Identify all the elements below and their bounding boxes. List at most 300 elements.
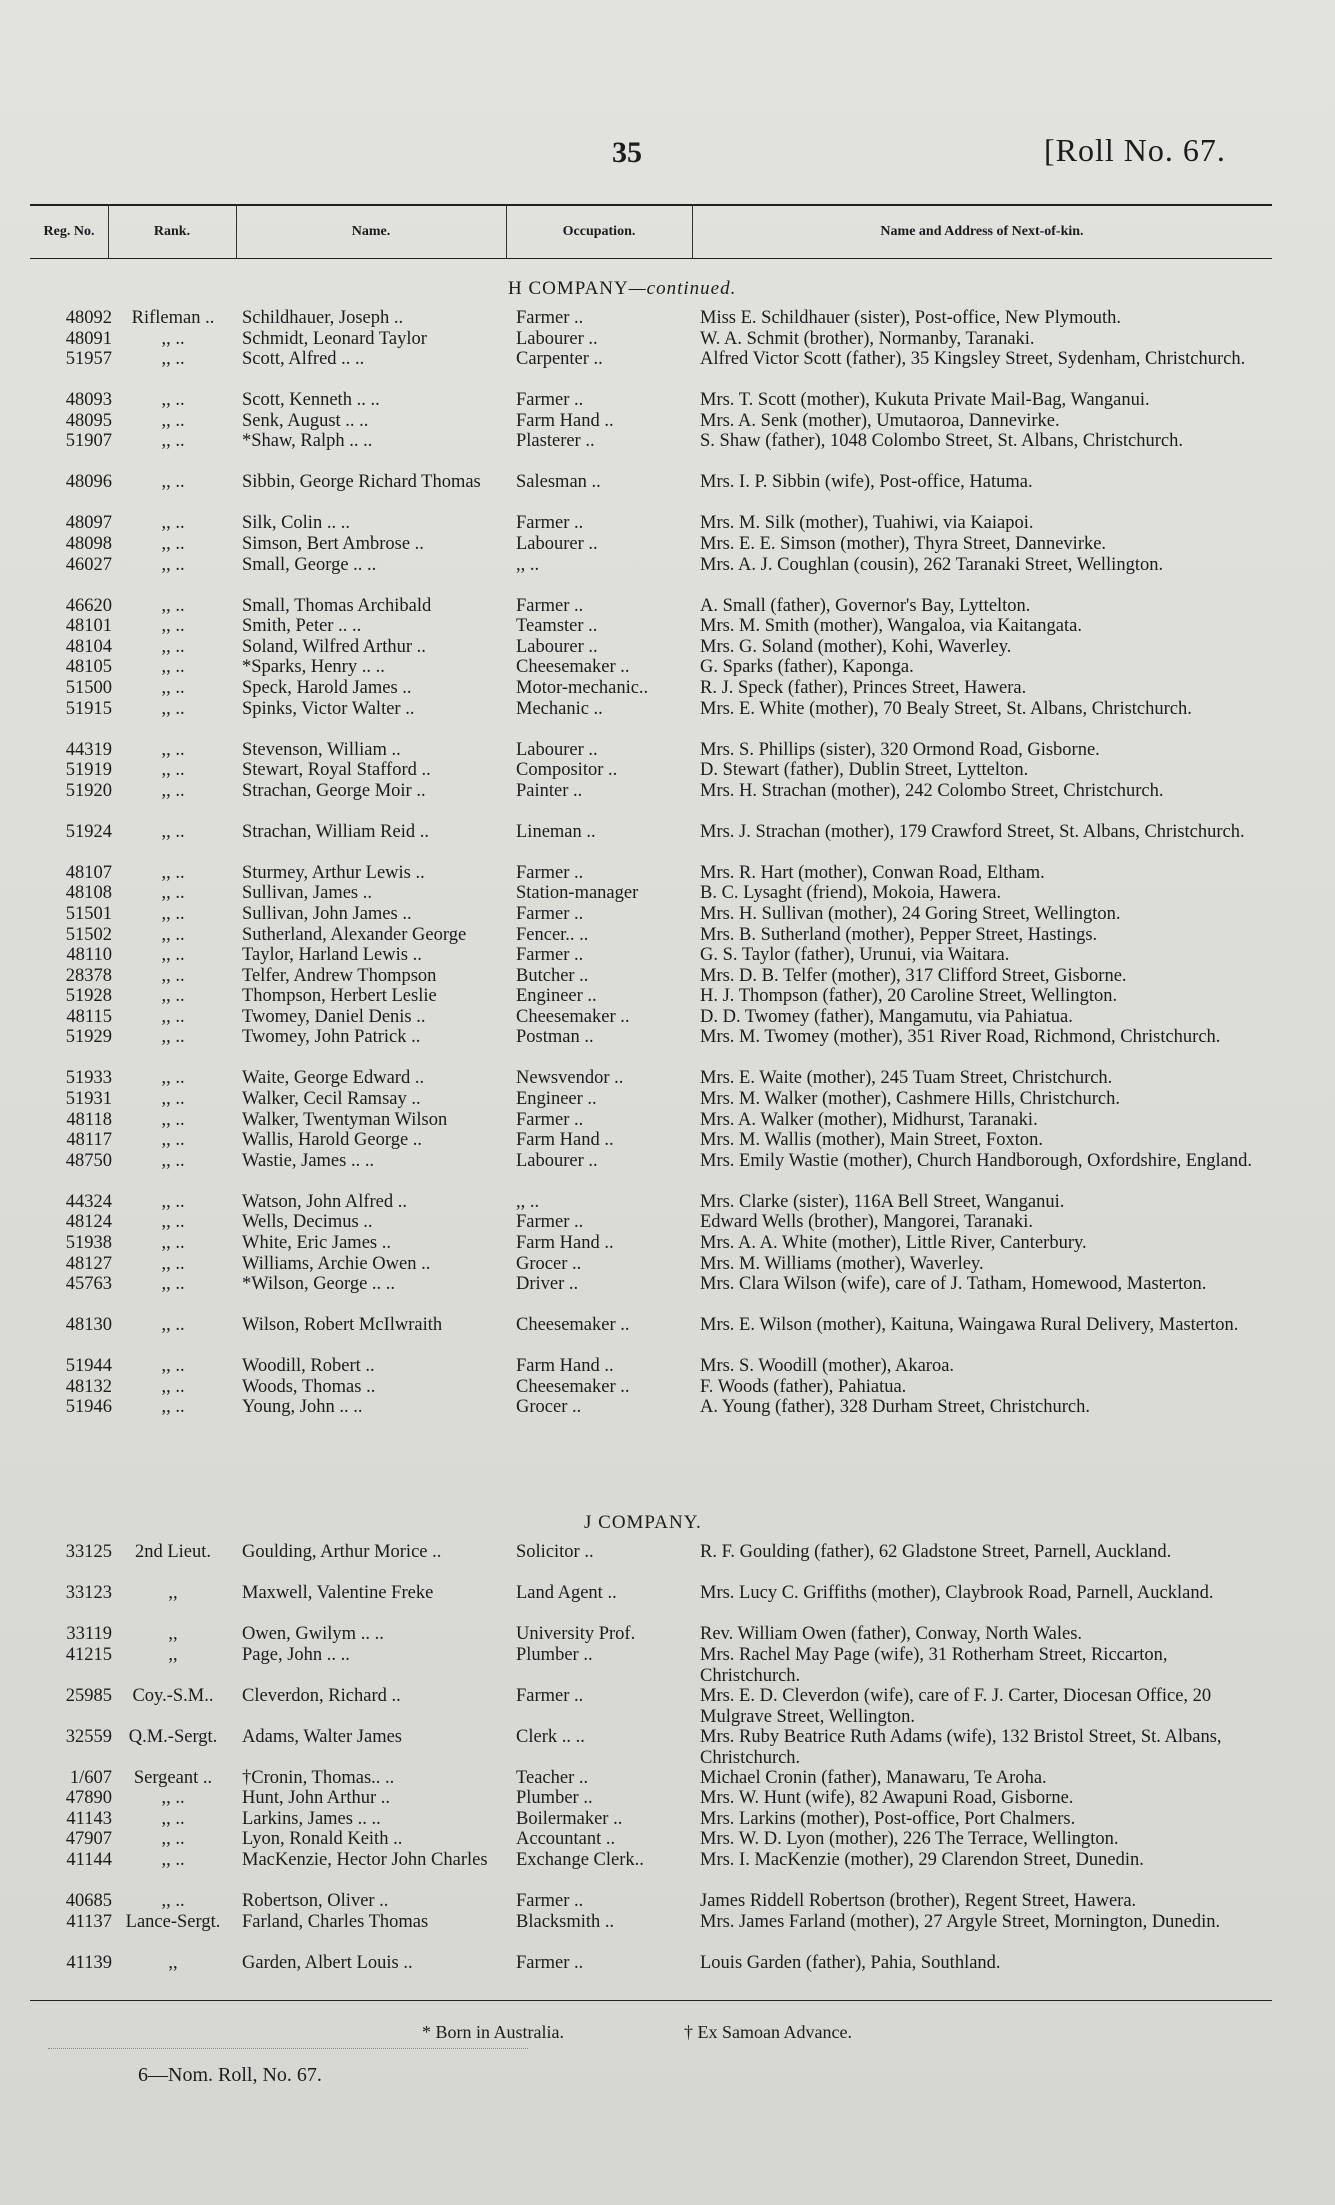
cell-name: Taylor, Harland Lewis ..	[242, 945, 422, 966]
cell-reg-number: 51500	[65, 677, 112, 698]
cell-occupation: Teacher ..	[516, 1767, 589, 1788]
cell-rank: ,, ..	[161, 513, 185, 534]
cell-occupation: Farmer ..	[516, 862, 584, 883]
cell-occupation: Farm Hand ..	[516, 1233, 614, 1254]
cell-rank: ,, ..	[161, 677, 185, 698]
cell-next-of-kin: Mrs. G. Soland (mother), Kohi, Waverley.	[700, 636, 1012, 657]
column-header-occupation: Occupation.	[562, 224, 636, 239]
cell-rank: ,, ..	[161, 780, 185, 801]
cell-next-of-kin: Mrs. Emily Wastie (mother), Church Handborough, Oxfordshire, England.	[700, 1150, 1253, 1171]
cell-reg-number: 41137	[66, 1911, 112, 1932]
cell-next-of-kin: A. Small (father), Governor's Bay, Lyttelton.	[700, 595, 1031, 616]
cell-occupation: Farmer ..	[516, 945, 584, 966]
cell-rank: ,,	[168, 1952, 178, 1973]
table-row	[0, 1891, 1335, 1912]
table-row	[0, 1912, 1335, 1953]
page-number: 35	[612, 136, 642, 169]
cell-rank: ,, ..	[161, 1397, 185, 1418]
cell-occupation: Postman ..	[516, 1027, 594, 1048]
cell-next-of-kin: Michael Cronin (father), Manawaru, Te Aroha.	[700, 1767, 1047, 1788]
cell-occupation: Cheesemaker ..	[516, 1006, 630, 1027]
table-row	[0, 349, 1335, 390]
cell-occupation: Painter ..	[516, 780, 583, 801]
cell-name: Sibbin, George Richard Thomas	[242, 472, 481, 493]
cell-name: *Sparks, Henry .. ..	[242, 657, 385, 678]
cell-reg-number: 46620	[65, 595, 112, 616]
table-row	[0, 699, 1335, 740]
cell-rank: ,, ..	[161, 533, 185, 554]
cell-next-of-kin: Mrs. M. Williams (mother), Waverley.	[700, 1253, 984, 1274]
table-row	[0, 1686, 1335, 1727]
table-row	[0, 1068, 1335, 1089]
cell-name: Senk, August .. ..	[242, 410, 369, 431]
cell-reg-number: 33119	[66, 1624, 112, 1644]
section-title-j-company: J COMPANY.	[584, 1512, 702, 1533]
cell-name: Williams, Archie Owen ..	[242, 1253, 431, 1274]
cell-rank: ,, ..	[161, 636, 185, 657]
cell-rank: ,, ..	[161, 616, 185, 637]
column-header-next-of-kin: Name and Address of Next-of-kin.	[880, 224, 1084, 239]
cell-occupation: Engineer ..	[516, 1089, 597, 1110]
cell-next-of-kin: Mrs. A. Senk (mother), Umutaoroa, Dannevirke.	[700, 410, 1060, 431]
cell-rank: ,, ..	[161, 965, 185, 986]
table-row	[0, 1953, 1335, 1974]
table-row	[0, 1192, 1335, 1213]
cell-occupation: Cheesemaker ..	[516, 1376, 630, 1397]
table-row	[0, 390, 1335, 411]
cell-occupation: Station-manager	[516, 883, 639, 904]
cell-next-of-kin: Mrs. I. P. Sibbin (wife), Post-office, Hatuma.	[700, 472, 1033, 493]
cell-occupation: Blacksmith ..	[516, 1911, 615, 1932]
cell-occupation: Newsvendor ..	[516, 1068, 624, 1089]
table-row	[0, 534, 1335, 555]
cell-rank: ,, ..	[161, 760, 185, 781]
cell-name: Watson, John Alfred ..	[242, 1191, 407, 1212]
cell-rank: ,, ..	[161, 903, 185, 924]
cell-occupation: Labourer ..	[516, 1150, 598, 1171]
cell-name: Sullivan, James ..	[242, 883, 373, 904]
cell-reg-number: 51907	[65, 431, 112, 452]
cell-occupation: Labourer ..	[516, 636, 598, 657]
table-row	[0, 740, 1335, 761]
table-row	[0, 329, 1335, 350]
cell-occupation: Farmer ..	[516, 595, 584, 616]
cell-next-of-kin: Mrs. Rachel May Page (wife), 31 Rotherham Street, Riccarton, Christchurch.	[700, 1644, 1168, 1686]
cell-rank: ,, ..	[161, 862, 185, 883]
cell-next-of-kin: Mrs. W. Hunt (wife), 82 Awapuni Road, Gisborne.	[700, 1788, 1074, 1809]
cell-rank: ,, ..	[161, 1006, 185, 1027]
table-row	[0, 1397, 1335, 1418]
cell-next-of-kin: Mrs. Lucy C. Griffiths (mother), Claybrook Road, Parnell, Auckland.	[700, 1583, 1214, 1603]
cell-occupation: Driver ..	[516, 1274, 579, 1295]
cell-occupation: Farm Hand ..	[516, 1130, 614, 1151]
cell-reg-number: 33125	[65, 1542, 112, 1562]
j-company-table	[0, 1542, 1335, 1973]
cell-occupation: Farmer ..	[516, 513, 584, 534]
cell-rank: ,, ..	[161, 1376, 185, 1397]
cell-name: Twomey, Daniel Denis ..	[242, 1006, 426, 1027]
cell-rank: ,, ..	[161, 1808, 185, 1829]
cell-rank: ,, ..	[161, 1130, 185, 1151]
cell-name: Larkins, James .. ..	[242, 1808, 381, 1829]
cell-next-of-kin: D. Stewart (father), Dublin Street, Lyttelton.	[700, 760, 1029, 781]
cell-occupation: Farmer ..	[516, 1890, 584, 1911]
table-row	[0, 1274, 1335, 1315]
table-row	[0, 1727, 1335, 1768]
cell-reg-number: 25985	[65, 1685, 112, 1706]
cell-occupation: Butcher ..	[516, 965, 589, 986]
cell-reg-number: 48098	[65, 533, 112, 554]
cell-rank: Q.M.-Sergt.	[128, 1726, 218, 1747]
cell-occupation: ,, ..	[516, 1191, 540, 1212]
cell-name: Schildhauer, Joseph ..	[242, 308, 404, 328]
column-header-rank: Rank.	[153, 224, 191, 239]
cell-name: Woodill, Robert ..	[242, 1356, 375, 1377]
table-row	[0, 308, 1335, 329]
table-row	[0, 1583, 1335, 1624]
cell-occupation: Salesman ..	[516, 472, 601, 493]
cell-occupation: Carpenter ..	[516, 349, 603, 370]
cell-reg-number: 51928	[65, 986, 112, 1007]
cell-occupation: Farm Hand ..	[516, 1356, 614, 1377]
cell-rank: ,, ..	[161, 1788, 185, 1809]
cell-reg-number: 48117	[66, 1130, 112, 1151]
cell-reg-number: 48750	[65, 1150, 112, 1171]
table-row	[0, 904, 1335, 925]
table-row	[0, 1212, 1335, 1233]
cell-reg-number: 33123	[65, 1583, 112, 1603]
cell-next-of-kin: Mrs. Ruby Beatrice Ruth Adams (wife), 132 Bristol Street, St. Albans, Christchurch.	[700, 1726, 1222, 1768]
table-row	[0, 657, 1335, 678]
cell-rank: ,, ..	[161, 1274, 185, 1295]
cell-reg-number: 41143	[66, 1808, 112, 1829]
cell-name: Woods, Thomas ..	[242, 1376, 376, 1397]
section-title-h-company: H COMPANY—continued.	[508, 278, 737, 299]
nom-roll-footer: 6—Nom. Roll, No. 67.	[138, 2064, 322, 2086]
cell-name: Goulding, Arthur Morice ..	[242, 1542, 442, 1562]
table-row	[0, 472, 1335, 513]
footnote-born-australia: * Born in Australia.	[422, 2022, 564, 2042]
cell-occupation: Farmer ..	[516, 1952, 584, 1973]
cell-next-of-kin: Alfred Victor Scott (father), 35 Kingsley Street, Sydenham, Christchurch.	[700, 349, 1246, 370]
cell-name: Silk, Colin .. ..	[242, 513, 350, 534]
cell-reg-number: 51920	[65, 780, 112, 801]
cell-name: Stevenson, William ..	[242, 739, 401, 760]
cell-next-of-kin: Mrs. J. Strachan (mother), 179 Crawford Street, St. Albans, Christchurch.	[700, 821, 1245, 842]
cell-rank: ,, ..	[161, 595, 185, 616]
cell-next-of-kin: Louis Garden (father), Pahia, Southland.	[700, 1952, 1001, 1973]
cell-name: Page, John .. ..	[242, 1644, 350, 1665]
cell-rank: ,, ..	[161, 986, 185, 1007]
cell-reg-number: 48105	[65, 657, 112, 678]
cell-next-of-kin: F. Woods (father), Pahiatua.	[700, 1376, 907, 1397]
cell-rank: ,, ..	[161, 1191, 185, 1212]
cell-reg-number: 47890	[65, 1788, 112, 1809]
table-row	[0, 1110, 1335, 1131]
cell-rank: ,, ..	[161, 821, 185, 842]
cell-next-of-kin: R. F. Goulding (father), 62 Gladstone Street, Parnell, Auckland.	[700, 1542, 1172, 1562]
cell-reg-number: 48096	[65, 472, 112, 493]
table-row	[0, 822, 1335, 863]
cell-occupation: Clerk .. ..	[516, 1726, 585, 1747]
cell-next-of-kin: H. J. Thompson (father), 20 Caroline Street, Wellington.	[700, 986, 1118, 1007]
roll-heading: [Roll No. 67.	[1044, 132, 1226, 168]
cell-rank: ,, ..	[161, 1315, 185, 1336]
cell-rank: ,, ..	[161, 739, 185, 760]
table-row	[0, 781, 1335, 822]
cell-rank: ,, ..	[161, 1253, 185, 1274]
table-row	[0, 1151, 1335, 1192]
table-row	[0, 1007, 1335, 1028]
cell-occupation: Lineman ..	[516, 821, 596, 842]
cell-reg-number: 48091	[65, 328, 112, 349]
cell-name: Young, John .. ..	[242, 1397, 363, 1418]
cell-name: White, Eric James ..	[242, 1233, 391, 1254]
cell-reg-number: 48130	[65, 1315, 112, 1336]
cell-next-of-kin: Mrs. M. Silk (mother), Tuahiwi, via Kaiapoi.	[700, 513, 1034, 534]
table-row	[0, 411, 1335, 432]
cell-next-of-kin: Mrs. E. D. Cleverdon (wife), care of F. J. Carter, Diocesan Office, 20 Mulgrave Street, Wellington.	[700, 1685, 1212, 1727]
cell-rank: ,,	[168, 1583, 178, 1603]
cell-next-of-kin: Mrs. M. Twomey (mother), 351 River Road, Richmond, Christchurch.	[700, 1027, 1221, 1048]
cell-reg-number: 44319	[65, 739, 112, 760]
cell-occupation: Farm Hand ..	[516, 410, 614, 431]
cell-name: Sullivan, John James ..	[242, 903, 412, 924]
cell-name: Schmidt, Leonard Taylor	[242, 328, 427, 349]
cell-name: Walker, Twentyman Wilson	[242, 1109, 448, 1130]
cell-rank: ,, ..	[161, 1027, 185, 1048]
table-bottom-rule	[30, 2000, 1272, 2001]
table-row	[0, 596, 1335, 617]
cell-rank: ,, ..	[161, 1890, 185, 1911]
cell-reg-number: 48092	[65, 308, 112, 328]
cell-rank: ,, ..	[161, 328, 185, 349]
cell-occupation: Compositor ..	[516, 760, 618, 781]
cell-name: Waite, George Edward ..	[242, 1068, 425, 1089]
cell-name: Twomey, John Patrick ..	[242, 1027, 421, 1048]
cell-next-of-kin: Mrs. E. Wilson (mother), Kaituna, Waingawa Rural Delivery, Masterton.	[700, 1315, 1239, 1336]
table-row	[0, 966, 1335, 987]
cell-occupation: ,, ..	[516, 554, 540, 575]
cell-reg-number: 51944	[65, 1356, 112, 1377]
cell-name: Garden, Albert Louis ..	[242, 1952, 413, 1973]
cell-next-of-kin: Mrs. S. Woodill (mother), Akaroa.	[700, 1356, 955, 1377]
table-row	[0, 863, 1335, 884]
cell-occupation: Engineer ..	[516, 986, 597, 1007]
cell-next-of-kin: Mrs. Larkins (mother), Post-office, Port Chalmers.	[700, 1808, 1076, 1829]
cell-occupation: Teamster ..	[516, 616, 598, 637]
table-row	[0, 1027, 1335, 1068]
cell-name: †Cronin, Thomas.. ..	[242, 1767, 395, 1788]
cell-rank: Sergeant ..	[133, 1767, 213, 1788]
cell-reg-number: 48101	[65, 616, 112, 637]
cell-rank: ,, ..	[161, 657, 185, 678]
table-row	[0, 1809, 1335, 1830]
cell-reg-number: 48118	[66, 1109, 112, 1130]
cell-name: Wilson, Robert McIlwraith	[242, 1315, 443, 1336]
cell-reg-number: 48108	[65, 883, 112, 904]
cell-rank: ,, ..	[161, 883, 185, 904]
cell-name: Strachan, William Reid ..	[242, 821, 429, 842]
cell-reg-number: 48095	[65, 410, 112, 431]
table-row	[0, 1254, 1335, 1275]
cell-reg-number: 51501	[65, 903, 112, 924]
cell-name: *Wilson, George .. ..	[242, 1274, 396, 1295]
cell-rank: ,, ..	[161, 1068, 185, 1089]
cell-occupation: Fencer.. ..	[516, 924, 589, 945]
cell-rank: ,, ..	[161, 1150, 185, 1171]
cell-occupation: Plumber ..	[516, 1644, 593, 1665]
cell-rank: ,, ..	[161, 554, 185, 575]
cell-name: Wastie, James .. ..	[242, 1150, 375, 1171]
cell-occupation: Labourer ..	[516, 328, 598, 349]
cell-next-of-kin: A. Young (father), 328 Durham Street, Christchurch.	[700, 1397, 1090, 1418]
cell-name: Sutherland, Alexander George	[242, 924, 467, 945]
cell-reg-number: 1/607	[69, 1767, 112, 1788]
cell-next-of-kin: Mrs. M. Smith (mother), Wangaloa, via Kaitangata.	[700, 616, 1082, 637]
cell-name: Small, George .. ..	[242, 554, 377, 575]
cell-rank: ,, ..	[161, 410, 185, 431]
cell-rank: ,, ..	[161, 390, 185, 411]
cell-rank: ,, ..	[161, 945, 185, 966]
cell-rank: ,, ..	[161, 1849, 185, 1870]
cell-next-of-kin: Mrs. I. MacKenzie (mother), 29 Clarendon Street, Dunedin.	[700, 1849, 1144, 1870]
cell-reg-number: 48104	[65, 636, 112, 657]
table-row	[0, 637, 1335, 658]
cell-next-of-kin: Mrs. H. Strachan (mother), 242 Colombo Street, Christchurch.	[700, 780, 1164, 801]
table-row	[0, 1624, 1335, 1645]
cell-next-of-kin: Mrs. Clara Wilson (wife), care of J. Tatham, Homewood, Masterton.	[700, 1274, 1207, 1295]
cell-occupation: Motor-mechanic..	[516, 677, 649, 698]
cell-reg-number: 45763	[65, 1274, 112, 1295]
cell-reg-number: 51919	[65, 760, 112, 781]
column-header-reg: Reg. No.	[43, 224, 95, 239]
cell-occupation: Mechanic ..	[516, 698, 603, 719]
cell-name: Scott, Alfred .. ..	[242, 349, 365, 370]
cell-name: Cleverdon, Richard ..	[242, 1685, 401, 1706]
cell-reg-number: 41144	[66, 1849, 112, 1870]
cell-name: Wallis, Harold George ..	[242, 1130, 423, 1151]
cell-occupation: Farmer ..	[516, 1685, 584, 1706]
cell-name: Owen, Gwilym .. ..	[242, 1624, 384, 1644]
column-header-name: Name.	[351, 224, 391, 239]
cell-reg-number: 51938	[65, 1233, 112, 1254]
cell-rank: Rifleman ..	[131, 308, 215, 328]
cell-reg-number: 48132	[65, 1376, 112, 1397]
cell-next-of-kin: Mrs. A. Walker (mother), Midhurst, Taranaki.	[700, 1109, 1038, 1130]
cell-reg-number: 41215	[65, 1644, 112, 1665]
cell-rank: ,, ..	[161, 924, 185, 945]
cell-reg-number: 51915	[65, 698, 112, 719]
cell-occupation: Labourer ..	[516, 739, 598, 760]
cell-name: Simson, Bert Ambrose ..	[242, 533, 424, 554]
cell-next-of-kin: D. D. Twomey (father), Mangamutu, via Pahiatua.	[700, 1006, 1073, 1027]
cell-next-of-kin: Mrs. R. Hart (mother), Conwan Road, Eltham.	[700, 862, 1045, 883]
cell-next-of-kin: G. S. Taylor (father), Urunui, via Waitara.	[700, 945, 1010, 966]
divider	[48, 2048, 528, 2049]
cell-name: Small, Thomas Archibald	[242, 595, 432, 616]
cell-name: Smith, Peter .. ..	[242, 616, 362, 637]
cell-occupation: Land Agent ..	[516, 1583, 617, 1603]
cell-next-of-kin: Edward Wells (brother), Mangorei, Taranaki.	[700, 1212, 1034, 1233]
table-row	[0, 1829, 1335, 1850]
cell-reg-number: 48110	[66, 945, 112, 966]
cell-name: Farland, Charles Thomas	[242, 1911, 429, 1932]
footnote-samoan-advance: † Ex Samoan Advance.	[684, 2022, 852, 2042]
cell-rank: ,,	[168, 1624, 178, 1644]
table-row	[0, 555, 1335, 596]
cell-occupation: University Prof.	[516, 1624, 636, 1644]
cell-rank: ,, ..	[161, 431, 185, 452]
cell-reg-number: 46027	[65, 554, 112, 575]
cell-rank: ,, ..	[161, 1829, 185, 1850]
h-company-table	[0, 308, 1335, 1418]
cell-reg-number: 51929	[65, 1027, 112, 1048]
header-bottom-rule	[30, 258, 1272, 259]
table-row	[0, 760, 1335, 781]
table-row	[0, 1377, 1335, 1398]
table-row	[0, 1788, 1335, 1809]
cell-occupation: Farmer ..	[516, 1212, 584, 1233]
cell-occupation: Grocer ..	[516, 1397, 582, 1418]
cell-occupation: Boilermaker ..	[516, 1808, 623, 1829]
table-row	[0, 1542, 1335, 1583]
table-row	[0, 1356, 1335, 1377]
cell-next-of-kin: Mrs. D. B. Telfer (mother), 317 Clifford Street, Gisborne.	[700, 965, 1127, 986]
cell-rank: ,,	[168, 1644, 178, 1665]
cell-next-of-kin: Mrs. A. J. Coughlan (cousin), 262 Taranaki Street, Wellington.	[700, 554, 1164, 575]
cell-next-of-kin: Mrs. A. A. White (mother), Little River, Canterbury.	[700, 1233, 1087, 1254]
cell-name: Strachan, George Moir ..	[242, 780, 426, 801]
cell-reg-number: 32559	[65, 1726, 112, 1747]
cell-reg-number: 48115	[66, 1006, 112, 1027]
table-row	[0, 925, 1335, 946]
cell-name: Wells, Decimus ..	[242, 1212, 373, 1233]
table-row	[0, 986, 1335, 1007]
cell-occupation: Farmer ..	[516, 308, 584, 328]
cell-reg-number: 51502	[65, 924, 112, 945]
cell-occupation: Labourer ..	[516, 533, 598, 554]
table-row	[0, 678, 1335, 699]
cell-occupation: Solicitor ..	[516, 1542, 594, 1562]
table-row	[0, 1089, 1335, 1110]
cell-reg-number: 47907	[65, 1829, 112, 1850]
cell-rank: ,, ..	[161, 698, 185, 719]
cell-next-of-kin: Mrs. E. Waite (mother), 245 Tuam Street, Christchurch.	[700, 1068, 1113, 1089]
cell-reg-number: 40685	[65, 1890, 112, 1911]
cell-next-of-kin: Mrs. W. D. Lyon (mother), 226 The Terrace, Wellington.	[700, 1829, 1119, 1850]
cell-name: Walker, Cecil Ramsay ..	[242, 1089, 421, 1110]
cell-next-of-kin: S. Shaw (father), 1048 Colombo Street, St. Albans, Christchurch.	[700, 431, 1184, 452]
cell-occupation: Farmer ..	[516, 390, 584, 411]
cell-rank: ,, ..	[161, 349, 185, 370]
cell-reg-number: 48124	[65, 1212, 112, 1233]
cell-name: Scott, Kenneth .. ..	[242, 390, 380, 411]
cell-reg-number: 51957	[65, 349, 112, 370]
table-row	[0, 513, 1335, 534]
cell-reg-number: 41139	[66, 1952, 112, 1973]
cell-next-of-kin: G. Sparks (father), Kaponga.	[700, 657, 914, 678]
cell-name: Spinks, Victor Walter ..	[242, 698, 415, 719]
cell-name: Stewart, Royal Stafford ..	[242, 760, 431, 781]
cell-name: Adams, Walter James	[242, 1726, 403, 1747]
cell-next-of-kin: Mrs. B. Sutherland (mother), Pepper Street, Hastings.	[700, 924, 1098, 945]
cell-next-of-kin: Mrs. H. Sullivan (mother), 24 Goring Street, Wellington.	[700, 903, 1121, 924]
cell-rank: Lance-Sergt.	[125, 1911, 221, 1932]
cell-name: MacKenzie, Hector John Charles	[242, 1849, 488, 1870]
table-row	[0, 1850, 1335, 1891]
cell-next-of-kin: James Riddell Robertson (brother), Regent Street, Hawera.	[700, 1890, 1137, 1911]
